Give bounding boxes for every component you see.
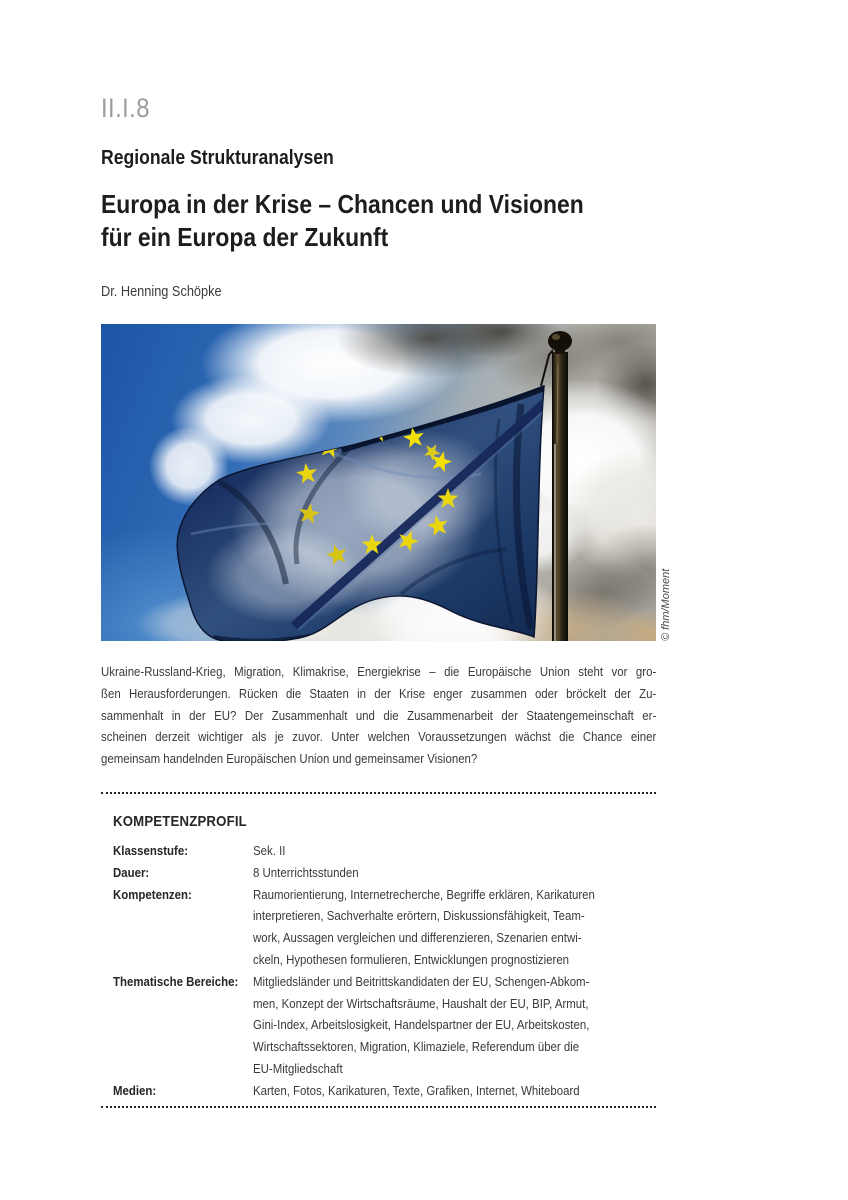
row-value-line: EU-Mitgliedschaft xyxy=(253,1060,343,1076)
row-value-line: Wirtschaftssektoren, Migration, Klimaziele, Referendum über die xyxy=(253,1039,580,1055)
kompetenzprofil-table xyxy=(113,840,656,1102)
section-code-text: II.I.8 xyxy=(101,93,150,123)
row-value-line: Sek. II xyxy=(253,843,286,858)
dotted-divider-top xyxy=(101,792,656,794)
row-label: Medien: xyxy=(113,1082,157,1098)
row-label: Klassenstufe: xyxy=(113,843,189,858)
row-label: Kompetenzen: xyxy=(113,886,192,902)
series-title: Regionale Strukturanalysen xyxy=(101,147,334,169)
intro-line: ßen Herausforderungen. Rücken die Staaten in der Krise enger zusammen oder bröckelt der Zu- xyxy=(101,685,657,701)
row-value-line: Mitgliedsländer und Beitrittskandidaten der EU, Schengen-Abkom- xyxy=(253,973,590,989)
pole-finial xyxy=(548,331,572,351)
dotted-divider-bottom xyxy=(101,1106,656,1108)
row-value-line: men, Konzept der Wirtschaftsräume, Haushalt der EU, BIP, Armut, xyxy=(253,995,589,1011)
profile-row-medien xyxy=(113,1080,656,1102)
intro-paragraph xyxy=(101,661,732,770)
row-value-line: Raumorientierung, Internetrecherche, Begriffe erklären, Karikaturen xyxy=(253,886,595,902)
section-code xyxy=(101,93,157,124)
row-value-line: interpretieren, Sachverhalte erörtern, Diskussionsfähigkeit, Team- xyxy=(253,908,585,924)
row-value-line: work, Aussagen vergleichen und differenzieren, Szenarien entwi- xyxy=(253,930,582,946)
page-title-line1: Europa in der Krise – Chancen und Visionen xyxy=(101,189,584,219)
row-value-line: ckeln, Hypothesen formulieren, Entwicklungen prognostizieren xyxy=(253,951,570,967)
page-title-line2: für ein Europa der Zukunft xyxy=(101,222,389,252)
author-name: Dr. Henning Schöpke xyxy=(101,284,222,300)
row-value-line: Gini-Index, Arbeitslosigkeit, Handelspartner der EU, Arbeitskosten, xyxy=(253,1017,590,1033)
intro-line: Ukraine-Russland-Krieg, Migration, Klimakrise, Energiekrise – die Europäische Union steht vor gro- xyxy=(101,664,657,679)
intro-line: sammenhalt in der EU? Der Zusammenhalt und die Zusammenarbeit der Staatengemeinschaft er- xyxy=(101,707,657,723)
intro-line: gemeinsam handelnden Europäischen Union und gemeinsamer Visionen? xyxy=(101,751,478,767)
row-value-line: Karten, Fotos, Karikaturen, Texte, Grafiken, Internet, Whiteboard xyxy=(253,1082,580,1098)
photo-credit: © fhm/Moment xyxy=(660,568,672,641)
profile-row-dauer xyxy=(113,862,656,884)
row-label: Thematische Bereiche: xyxy=(113,973,239,989)
eu-flag-photo xyxy=(101,324,656,641)
page-title xyxy=(101,188,741,254)
intro-line: scheinen derzeit wichtiger als je zuvor. Unter welchen Voraussetzungen wächst die Chance einer xyxy=(101,729,657,745)
kompetenzprofil-heading: KOMPETENZPROFIL xyxy=(113,813,247,830)
row-label: Dauer: xyxy=(113,864,150,880)
profile-row-klassenstufe xyxy=(113,840,656,862)
profile-row-thematische-bereiche xyxy=(113,971,656,1080)
row-value-line: 8 Unterrichtsstunden xyxy=(253,864,359,880)
profile-row-kompetenzen xyxy=(113,884,656,971)
